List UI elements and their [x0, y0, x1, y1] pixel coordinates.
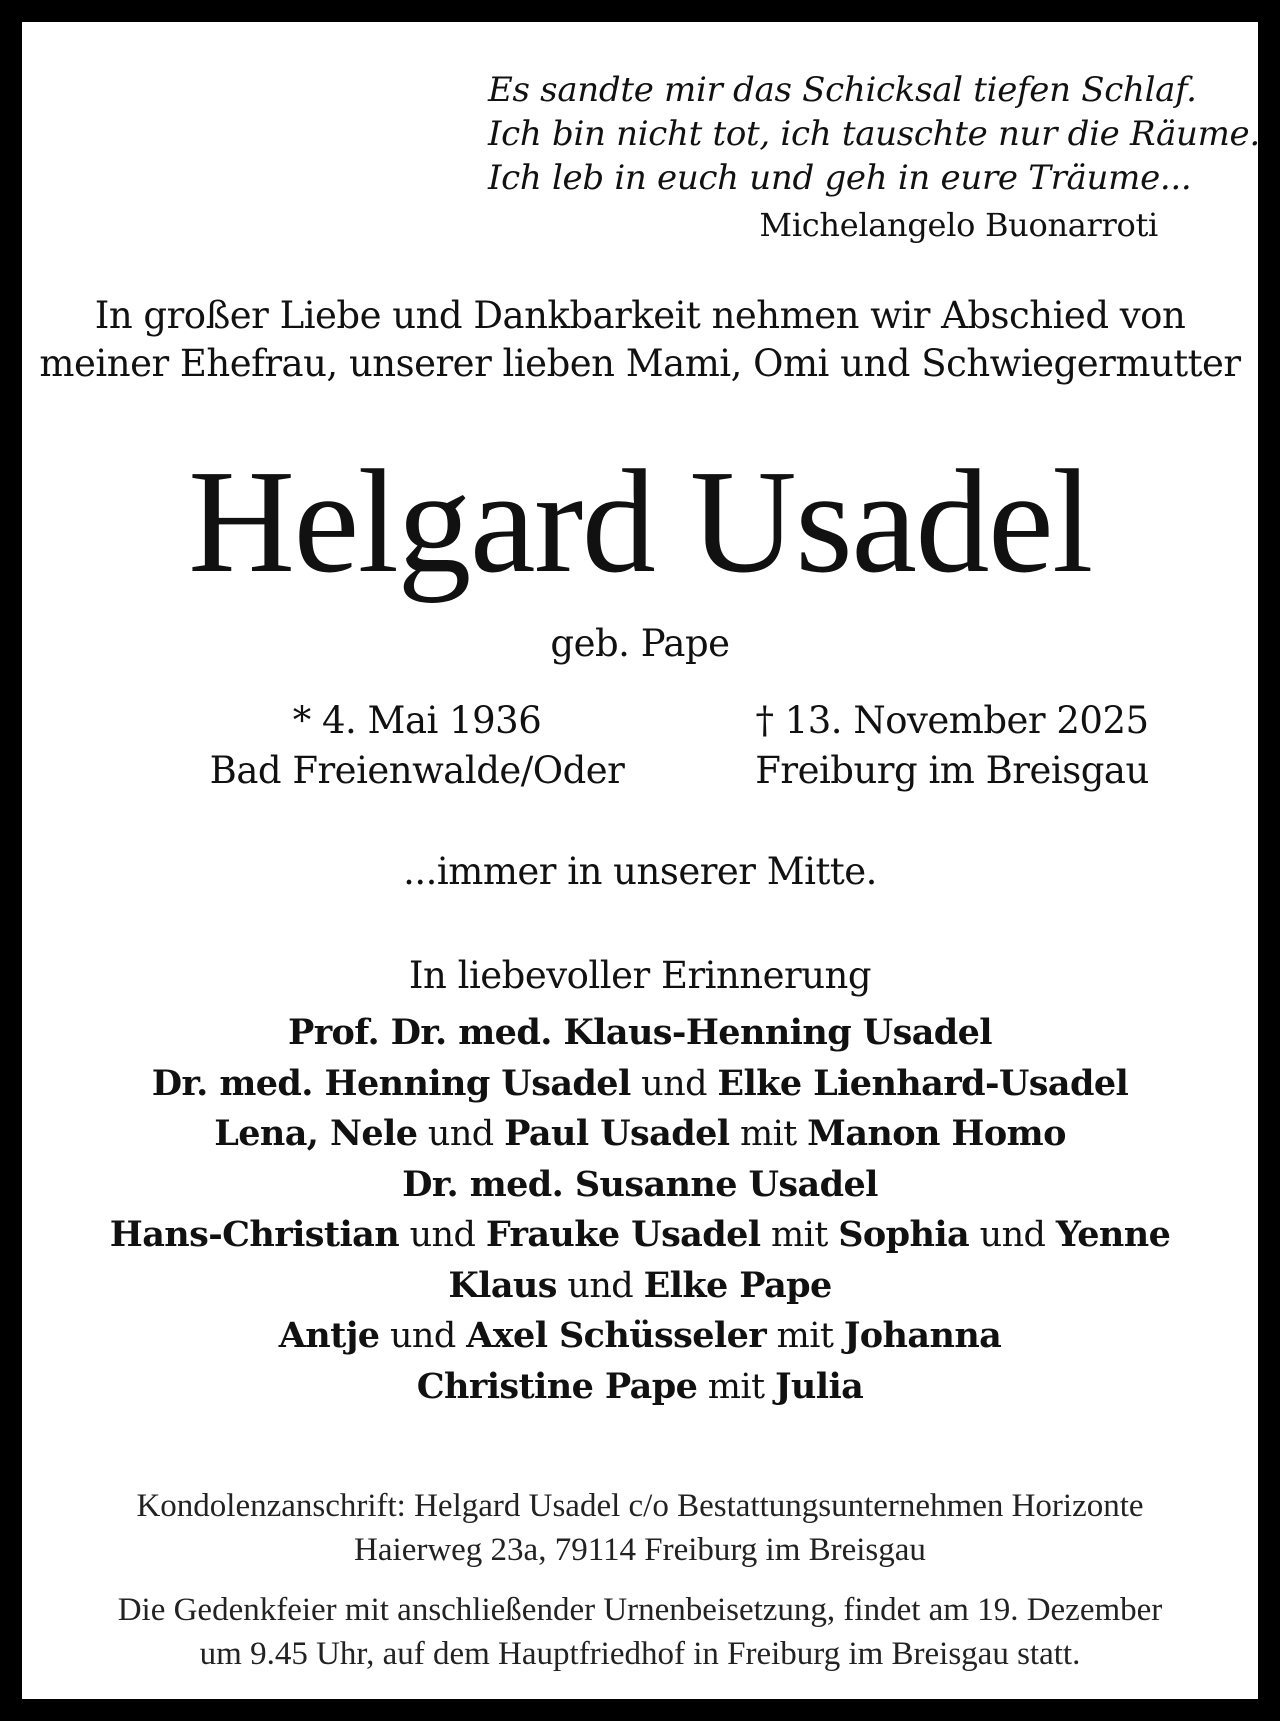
- mourner-name: Dr. med. Henning Usadel: [151, 1062, 631, 1104]
- mourner-row: [22, 1362, 1258, 1413]
- ceremony-notice: [22, 1588, 1258, 1676]
- condolence-line: Kondolenzanschrift: Helgard Usadel c/o Bestattungsunternehmen Horizonte: [136, 1488, 1144, 1524]
- connector-text: mit: [760, 1215, 839, 1255]
- mourner-name: Paul Usadel: [504, 1113, 730, 1154]
- mourner-name: Lena, Nele: [214, 1113, 418, 1154]
- connector-text: und: [556, 1265, 644, 1306]
- motto: ...immer in unserer Mitte.: [403, 850, 877, 893]
- mourner-row: [22, 1261, 1258, 1312]
- poem-line: Ich bin nicht tot, ich tauschte nur die Räume.: [488, 114, 1260, 154]
- condolence-line: Haierweg 23a, 79114 Freiburg im Breisgau: [354, 1532, 926, 1568]
- death-info: [727, 696, 1177, 796]
- connector-text: mit: [729, 1114, 808, 1154]
- mourner-name: Klaus: [448, 1264, 557, 1306]
- mourner-row: [22, 1210, 1258, 1261]
- connector-text: mit: [766, 1316, 844, 1356]
- remembrance-heading: In liebevoller Erinnerung: [408, 954, 872, 997]
- mourner-name: Hans-Christian: [109, 1214, 400, 1255]
- intro-text: [22, 292, 1258, 388]
- connector-text: und: [969, 1215, 1056, 1255]
- mourner-row: [22, 1109, 1258, 1160]
- death-date: † 13. November 2025: [755, 699, 1149, 742]
- deceased-name: Helgard Usadel: [188, 440, 1092, 604]
- death-place: Freiburg im Breisgau: [755, 749, 1149, 792]
- mourner-row: [22, 1059, 1258, 1110]
- mourner-name: Elke Lienhard-Usadel: [717, 1062, 1129, 1104]
- birth-name: geb. Pape: [550, 622, 730, 665]
- obituary-card: [22, 22, 1258, 1699]
- poem-line: Ich leb in euch und geh in eure Träume...: [488, 158, 1192, 198]
- intro-line: meiner Ehefrau, unserer lieben Mami, Omi und Schwiegermutter: [39, 342, 1241, 385]
- mourner-name: Yenne: [1055, 1214, 1171, 1255]
- birth-info: [192, 696, 642, 796]
- connector-text: und: [379, 1316, 467, 1356]
- mourner-name: Sophia: [838, 1214, 970, 1255]
- mourner-name: Dr. med. Susanne Usadel: [402, 1163, 878, 1205]
- birth-date: * 4. Mai 1936: [292, 699, 542, 742]
- mourner-name: Elke Pape: [643, 1264, 832, 1306]
- mourner-name: Johanna: [843, 1315, 1002, 1356]
- mourner-row: [22, 1311, 1258, 1362]
- mourner-name: Axel Schüsseler: [466, 1315, 767, 1356]
- mourner-name: Antje: [278, 1315, 380, 1356]
- ceremony-line: Die Gedenkfeier mit anschließender Urnenbeisetzung, findet am 19. Dezember: [117, 1592, 1163, 1628]
- connector-text: und: [417, 1114, 505, 1154]
- mourner-name: Christine Pape: [416, 1365, 698, 1407]
- poem-author: Michelangelo Buonarroti: [759, 206, 1158, 244]
- ceremony-line: um 9.45 Uhr, auf dem Hauptfriedhof in Freiburg im Breisgau statt.: [199, 1636, 1081, 1672]
- birth-place: Bad Freienwalde/Oder: [209, 749, 625, 792]
- poem-quote: [488, 68, 1260, 200]
- condolence-address: [22, 1484, 1258, 1572]
- connector-text: und: [399, 1215, 486, 1255]
- mourner-name: Prof. Dr. med. Klaus-Henning Usadel: [287, 1012, 993, 1053]
- mourner-row: [22, 1160, 1258, 1211]
- connector-text: mit: [697, 1366, 775, 1407]
- connector-text: und: [630, 1063, 718, 1104]
- mourner-name: Julia: [774, 1365, 864, 1407]
- poem-line: Es sandte mir das Schicksal tiefen Schlaf.: [488, 70, 1197, 110]
- mourners-list: [22, 1008, 1258, 1412]
- mourner-name: Manon Homo: [807, 1113, 1066, 1154]
- intro-line: In großer Liebe und Dankbarkeit nehmen wir Abschied von: [94, 294, 1186, 337]
- mourner-row: [22, 1008, 1258, 1059]
- mourner-name: Frauke Usadel: [485, 1214, 761, 1255]
